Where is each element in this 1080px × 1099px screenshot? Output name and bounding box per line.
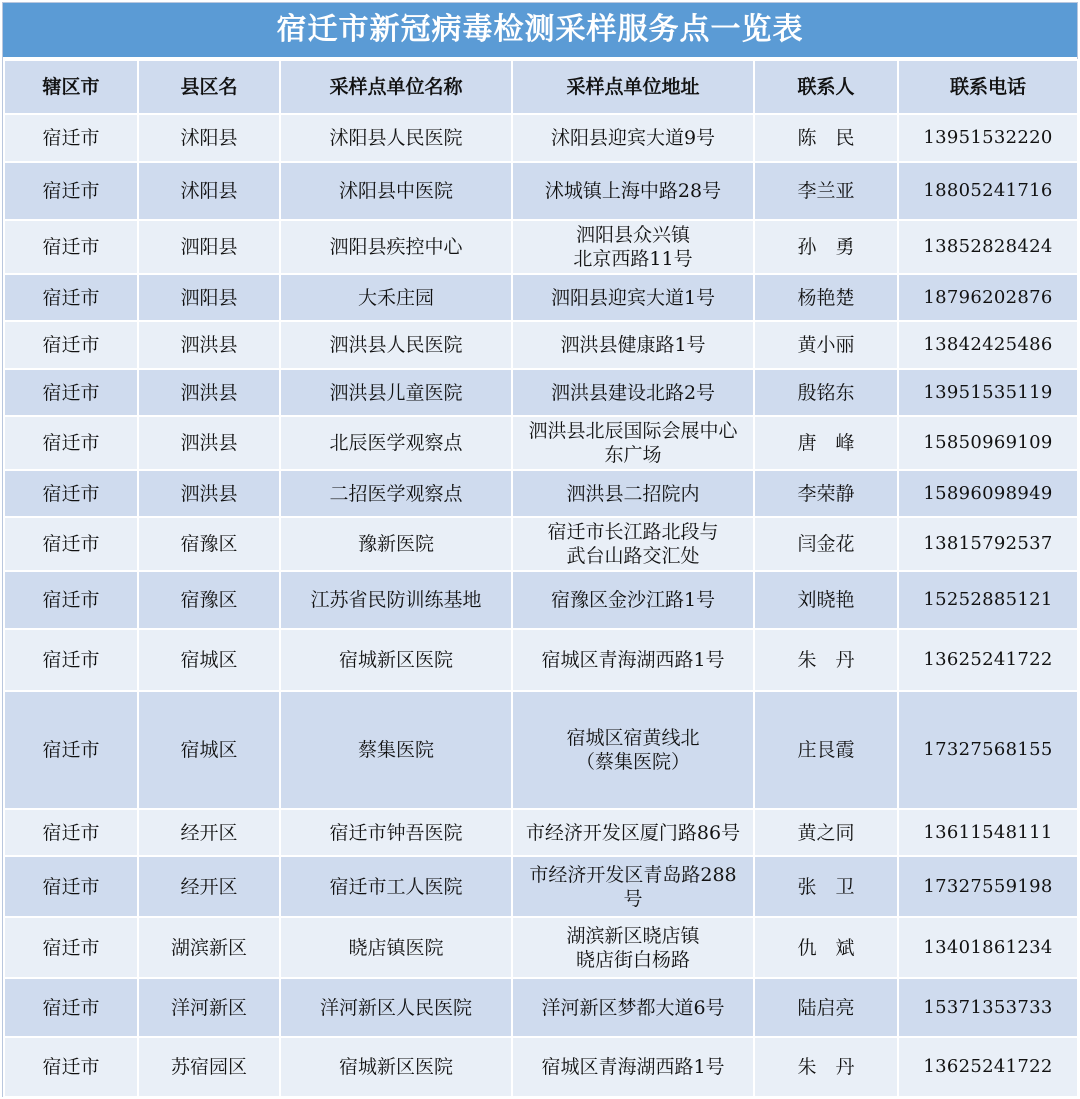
cell-site-name: 宿迁市钟吾医院 [280, 809, 512, 856]
table-row [4, 629, 1078, 691]
cell-address: 洋河新区梦都大道6号 [512, 978, 754, 1037]
cell-site-name: 宿迁市工人医院 [280, 856, 512, 917]
column-header-site-name: 采样点单位名称 [280, 60, 512, 114]
cell-address: 沭城镇上海中路28号 [512, 162, 754, 220]
cell-address: 市经济开发区青岛路288 号 [512, 856, 754, 917]
cell-phone: 17327568155 [898, 691, 1078, 809]
table-row [4, 162, 1078, 220]
cell-county: 经开区 [138, 809, 280, 856]
cell-contact: 唐 峰 [754, 416, 898, 470]
cell-site-name: 江苏省民防训练基地 [280, 571, 512, 629]
table-row [4, 321, 1078, 369]
cell-city: 宿迁市 [4, 274, 138, 321]
cell-phone: 13951532220 [898, 114, 1078, 162]
table-row [4, 416, 1078, 470]
cell-address: 泗洪县建设北路2号 [512, 369, 754, 416]
cell-contact: 殷铭东 [754, 369, 898, 416]
cell-site-name: 沭阳县中医院 [280, 162, 512, 220]
cell-address: 宿豫区金沙江路1号 [512, 571, 754, 629]
cell-address: 市经济开发区厦门路86号 [512, 809, 754, 856]
cell-phone: 13852828424 [898, 220, 1078, 274]
cell-county: 泗洪县 [138, 416, 280, 470]
table-row [4, 856, 1078, 917]
cell-address: 宿城区宿黄线北 （蔡集医院） [512, 691, 754, 809]
column-header-county: 县区名 [138, 60, 280, 114]
cell-site-name: 二招医学观察点 [280, 470, 512, 517]
cell-city: 宿迁市 [4, 691, 138, 809]
table-body [4, 114, 1078, 1097]
cell-address: 沭阳县迎宾大道9号 [512, 114, 754, 162]
cell-city: 宿迁市 [4, 470, 138, 517]
cell-county: 泗洪县 [138, 321, 280, 369]
cell-phone: 13951535119 [898, 369, 1078, 416]
cell-city: 宿迁市 [4, 114, 138, 162]
cell-phone: 13625241722 [898, 629, 1078, 691]
cell-city: 宿迁市 [4, 220, 138, 274]
cell-phone: 13815792537 [898, 517, 1078, 571]
table-row [4, 274, 1078, 321]
table-row [4, 917, 1078, 978]
cell-contact: 张 卫 [754, 856, 898, 917]
column-header-contact: 联系人 [754, 60, 898, 114]
table-row [4, 571, 1078, 629]
cell-city: 宿迁市 [4, 856, 138, 917]
column-header-address: 采样点单位地址 [512, 60, 754, 114]
cell-city: 宿迁市 [4, 416, 138, 470]
cell-address: 宿迁市长江路北段与 武台山路交汇处 [512, 517, 754, 571]
cell-city: 宿迁市 [4, 162, 138, 220]
cell-site-name: 泗洪县人民医院 [280, 321, 512, 369]
cell-contact: 孙 勇 [754, 220, 898, 274]
cell-contact: 仇 斌 [754, 917, 898, 978]
cell-county: 湖滨新区 [138, 917, 280, 978]
cell-county: 泗洪县 [138, 470, 280, 517]
cell-address: 泗洪县二招院内 [512, 470, 754, 517]
cell-site-name: 大禾庄园 [280, 274, 512, 321]
cell-address: 宿城区青海湖西路1号 [512, 629, 754, 691]
cell-county: 泗阳县 [138, 220, 280, 274]
cell-site-name: 北辰医学观察点 [280, 416, 512, 470]
page-title: 宿迁市新冠病毒检测采样服务点一览表 [3, 3, 1077, 57]
cell-site-name: 泗阳县疾控中心 [280, 220, 512, 274]
cell-address: 泗阳县众兴镇 北京西路11号 [512, 220, 754, 274]
cell-county: 宿豫区 [138, 517, 280, 571]
cell-site-name: 宿城新区医院 [280, 1037, 512, 1097]
table-row [4, 691, 1078, 809]
cell-city: 宿迁市 [4, 571, 138, 629]
cell-phone: 13842425486 [898, 321, 1078, 369]
cell-contact: 黄之同 [754, 809, 898, 856]
cell-address: 泗阳县迎宾大道1号 [512, 274, 754, 321]
table-row [4, 220, 1078, 274]
cell-city: 宿迁市 [4, 917, 138, 978]
cell-city: 宿迁市 [4, 517, 138, 571]
table-row [4, 517, 1078, 571]
cell-contact: 朱 丹 [754, 629, 898, 691]
column-header-phone: 联系电话 [898, 60, 1078, 114]
cell-site-name: 豫新医院 [280, 517, 512, 571]
table-row [4, 369, 1078, 416]
cell-address: 宿城区青海湖西路1号 [512, 1037, 754, 1097]
cell-city: 宿迁市 [4, 321, 138, 369]
cell-address: 湖滨新区晓店镇 晓店街白杨路 [512, 917, 754, 978]
table-row [4, 470, 1078, 517]
cell-site-name: 泗洪县儿童医院 [280, 369, 512, 416]
cell-site-name: 洋河新区人民医院 [280, 978, 512, 1037]
cell-phone: 13625241722 [898, 1037, 1078, 1097]
cell-contact: 陆启亮 [754, 978, 898, 1037]
cell-county: 沭阳县 [138, 114, 280, 162]
cell-site-name: 沭阳县人民医院 [280, 114, 512, 162]
sampling-sites-table [3, 59, 1079, 1098]
cell-county: 泗洪县 [138, 369, 280, 416]
cell-county: 洋河新区 [138, 978, 280, 1037]
cell-contact: 李兰亚 [754, 162, 898, 220]
cell-phone: 15371353733 [898, 978, 1078, 1037]
table-row [4, 809, 1078, 856]
cell-contact: 朱 丹 [754, 1037, 898, 1097]
cell-county: 泗阳县 [138, 274, 280, 321]
cell-city: 宿迁市 [4, 809, 138, 856]
cell-city: 宿迁市 [4, 1037, 138, 1097]
document-sheet [2, 2, 1078, 1097]
cell-contact: 刘晓艳 [754, 571, 898, 629]
cell-county: 宿城区 [138, 629, 280, 691]
cell-contact: 黄小丽 [754, 321, 898, 369]
cell-phone: 18805241716 [898, 162, 1078, 220]
cell-address: 泗洪县健康路1号 [512, 321, 754, 369]
cell-address: 泗洪县北辰国际会展中心 东广场 [512, 416, 754, 470]
cell-city: 宿迁市 [4, 978, 138, 1037]
column-header-city: 辖区市 [4, 60, 138, 114]
table-row [4, 1037, 1078, 1097]
cell-contact: 陈 民 [754, 114, 898, 162]
cell-site-name: 宿城新区医院 [280, 629, 512, 691]
cell-site-name: 晓店镇医院 [280, 917, 512, 978]
table-row [4, 978, 1078, 1037]
cell-contact: 闫金花 [754, 517, 898, 571]
cell-phone: 15896098949 [898, 470, 1078, 517]
cell-contact: 李荣静 [754, 470, 898, 517]
cell-county: 苏宿园区 [138, 1037, 280, 1097]
cell-city: 宿迁市 [4, 629, 138, 691]
cell-contact: 杨艳楚 [754, 274, 898, 321]
cell-phone: 13401861234 [898, 917, 1078, 978]
cell-phone: 18796202876 [898, 274, 1078, 321]
cell-site-name: 蔡集医院 [280, 691, 512, 809]
header-row [4, 60, 1078, 114]
cell-county: 经开区 [138, 856, 280, 917]
cell-phone: 15252885121 [898, 571, 1078, 629]
cell-phone: 17327559198 [898, 856, 1078, 917]
cell-phone: 13611548111 [898, 809, 1078, 856]
cell-city: 宿迁市 [4, 369, 138, 416]
cell-county: 沭阳县 [138, 162, 280, 220]
cell-phone: 15850969109 [898, 416, 1078, 470]
cell-contact: 庄艮霞 [754, 691, 898, 809]
cell-county: 宿城区 [138, 691, 280, 809]
cell-county: 宿豫区 [138, 571, 280, 629]
table-row [4, 114, 1078, 162]
